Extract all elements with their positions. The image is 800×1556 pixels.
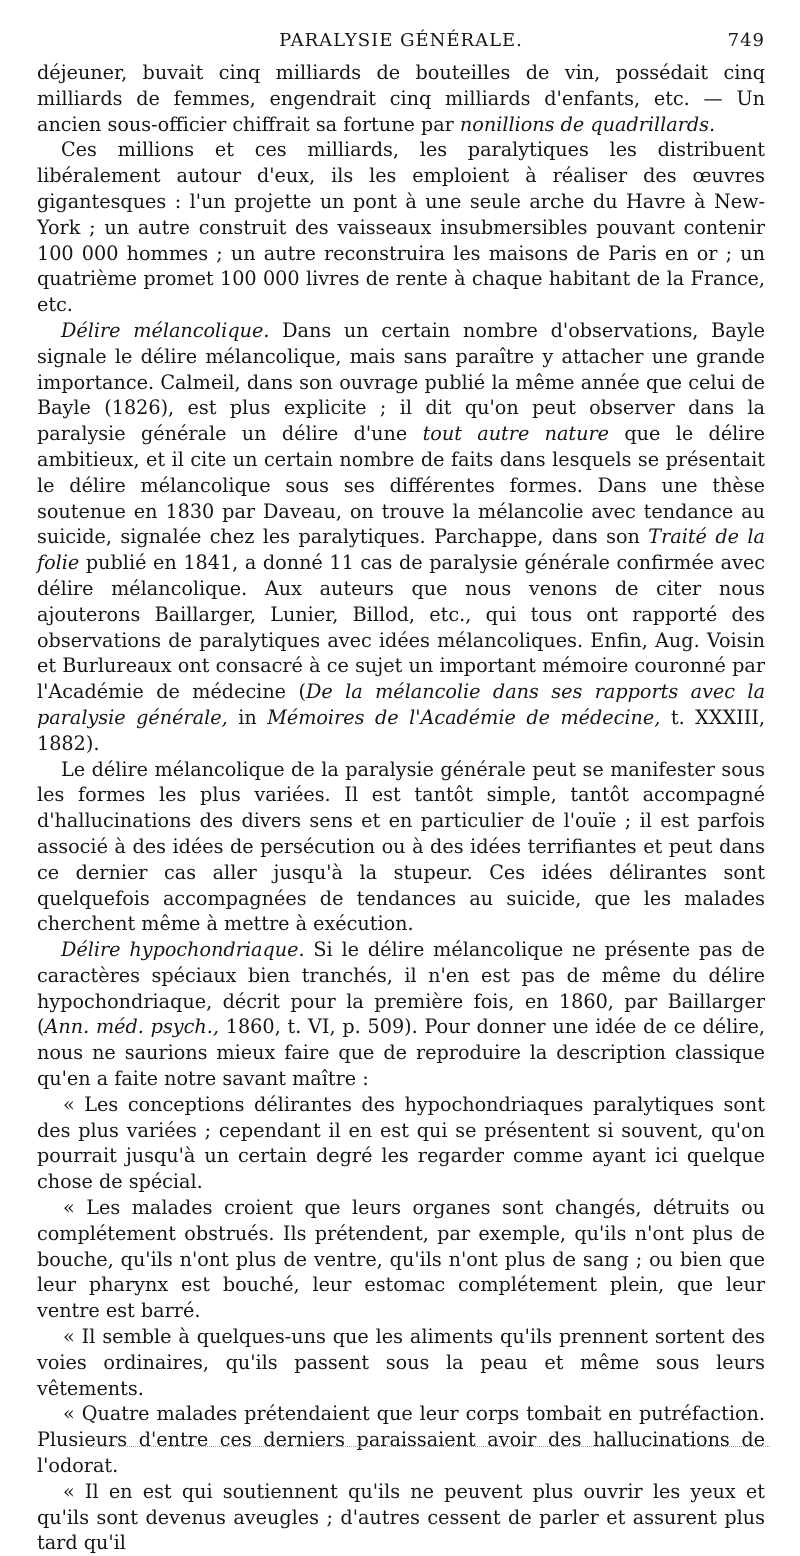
italic-phrase: tout autre nature bbox=[422, 422, 610, 446]
italic-phrase: nonillions de quadrillards. bbox=[459, 112, 716, 136]
page-body bbox=[37, 60, 765, 1556]
running-title: PARALYSIE GÉNÉRALE. bbox=[279, 30, 523, 51]
paragraph-text: t. XXXIII, 1882). bbox=[37, 705, 765, 755]
footer-dotted-rule bbox=[90, 1446, 770, 1447]
book-page bbox=[37, 30, 765, 1556]
section-heading: Délire hypochondriaque. bbox=[61, 938, 305, 962]
paragraph-text: que le délire ambitieux, et il cite un certain nombre de faits dans lesquels se présentait le délire mélancolique sous ses différentes formes. Dans une thèse soutenue en 1830 par Daveau, on trouve la mélancolie avec tendance au suicide, signalée chez les paralytiques. Parchappe, dans son bbox=[37, 422, 765, 549]
paragraph-text: Dans un certain nombre d'observations, Bayle signale le délire mélancolique, mais sans paraître y attacher une grande importance. Calmeil, dans son ouvrage publié la même année que celui de Bayle (1826), est plus explicite ; il dit qu'on peut observer dans la paralysie générale un délire d'une bbox=[37, 318, 765, 446]
page-number: 749 bbox=[727, 30, 765, 51]
paragraph: Le délire mélancolique de la paralysie générale peut se manifester sous les formes les plus variées. Il est tantôt simple, tantôt accompagné d'hallucinations des divers sens et en particulier de l'ouïe ; il est parfois associé à des idées de persécution ou à des idées terrifiantes et peut dans ce dernier cas aller jusqu'à la stupeur. Ces idées délirantes sont quelquefois accompagnées de tendances au suicide, que les malades cherchent même à mettre à exécution. bbox=[37, 757, 765, 936]
memoir-title: De la mélancolie dans ses rapports avec la paralysie générale, bbox=[37, 680, 766, 729]
quote-paragraph: « Quatre malades prétendaient que leur corps tombait en putréfaction. Plusieurs d'entre ces derniers paraissaient avoir des hallucinations de l'odorat. bbox=[37, 1402, 765, 1478]
paragraph: Ces millions et ces milliards, les paralytiques les distribuent libéralement autour d'eux, ils les emploient à réaliser des œuvres gigantesques : l'un projette un pont à une seule arche du Havre à New-York ; un autre construit des vaisseaux insubmersibles pouvant contenir 100 000 hommes ; un autre reconstruira les maisons de Paris en or ; un quatrième promet 100 000 livres de rente à chaque habitant de la France, etc. bbox=[37, 138, 765, 317]
section-heading: Délire mélancolique. bbox=[61, 318, 270, 342]
running-header bbox=[37, 30, 765, 54]
quote-paragraph: « Les malades croient que leurs organes sont changés, détruits ou complétement obstrués. Ils prétendent, par exemple, qu'ils n'ont plus de bouche, qu'ils n'ont plus de ventre, qu'ils n'ont plus de sang ; ou bien que leur pharynx est bouché, leur estomac complétement plein, que leur ventre est barré. bbox=[37, 1196, 765, 1323]
quote-paragraph: « Il semble à quelques-uns que les aliments qu'ils prennent sortent des voies ordinaires, qu'ils passent sous la peau et même sous leurs vêtements. bbox=[37, 1325, 765, 1400]
book-title: Traité de la folie bbox=[37, 525, 765, 575]
quote-paragraph: « Il en est qui soutiennent qu'ils ne peuvent plus ouvrir les yeux et qu'ils sont devenus aveugles ; d'autres cessent de parler et assurent plus tard qu'il bbox=[37, 1479, 765, 1555]
journal-title: Ann. méd. psych., bbox=[44, 1015, 219, 1039]
paragraph-continuation bbox=[37, 60, 765, 137]
paragraph-text: publié en 1841, a donné 11 cas de paralysie générale confirmée avec délire mélancolique. Aux auteurs que nous venons de citer nous ajouterons Baillarger, Lunier, Billod, etc., qui tous ont rapporté des observations de paralytiques avec idées mélancoliques. Enfin, Aug. Voisin et Burlureaux ont consacré à ce sujet un important mémoire couronné par l'Académie de médecine ( bbox=[37, 551, 765, 704]
paragraph-delire-melancolique bbox=[37, 318, 765, 757]
paragraph-text: déjeuner, buvait cinq milliards de bouteilles de vin, possédait cinq milliards de femmes, engendrait cinq milliards d'enfants, etc. — Un ancien sous-officier chiffrait sa fortune par bbox=[37, 61, 765, 136]
paragraph-text: in bbox=[227, 705, 268, 729]
quote-paragraph: « Les conceptions délirantes des hypochondriaques paralytiques sont des plus variées ; cependant il en est qui se présentent si souvent, qu'on pourrait jusqu'à un certain degré les regarder comme ayant ici quelque chose de spécial. bbox=[37, 1092, 765, 1194]
journal-title: Mémoires de l'Académie de médecine, bbox=[267, 705, 661, 729]
paragraph-text: Si le délire mélancolique ne présente pas de caractères spéciaux bien tranchés, il n'en est pas de même du délire hypochondriaque, décrit pour la première fois, en 1860, par Baillarger ( bbox=[37, 938, 765, 1039]
paragraph-delire-hypochondriaque bbox=[37, 937, 765, 1092]
paragraph-text: 1860, t. VI, p. 509). Pour donner une idée de ce délire, nous ne saurions mieux faire que de reproduire la description classique qu'en a faite notre savant maître : bbox=[37, 1015, 765, 1091]
